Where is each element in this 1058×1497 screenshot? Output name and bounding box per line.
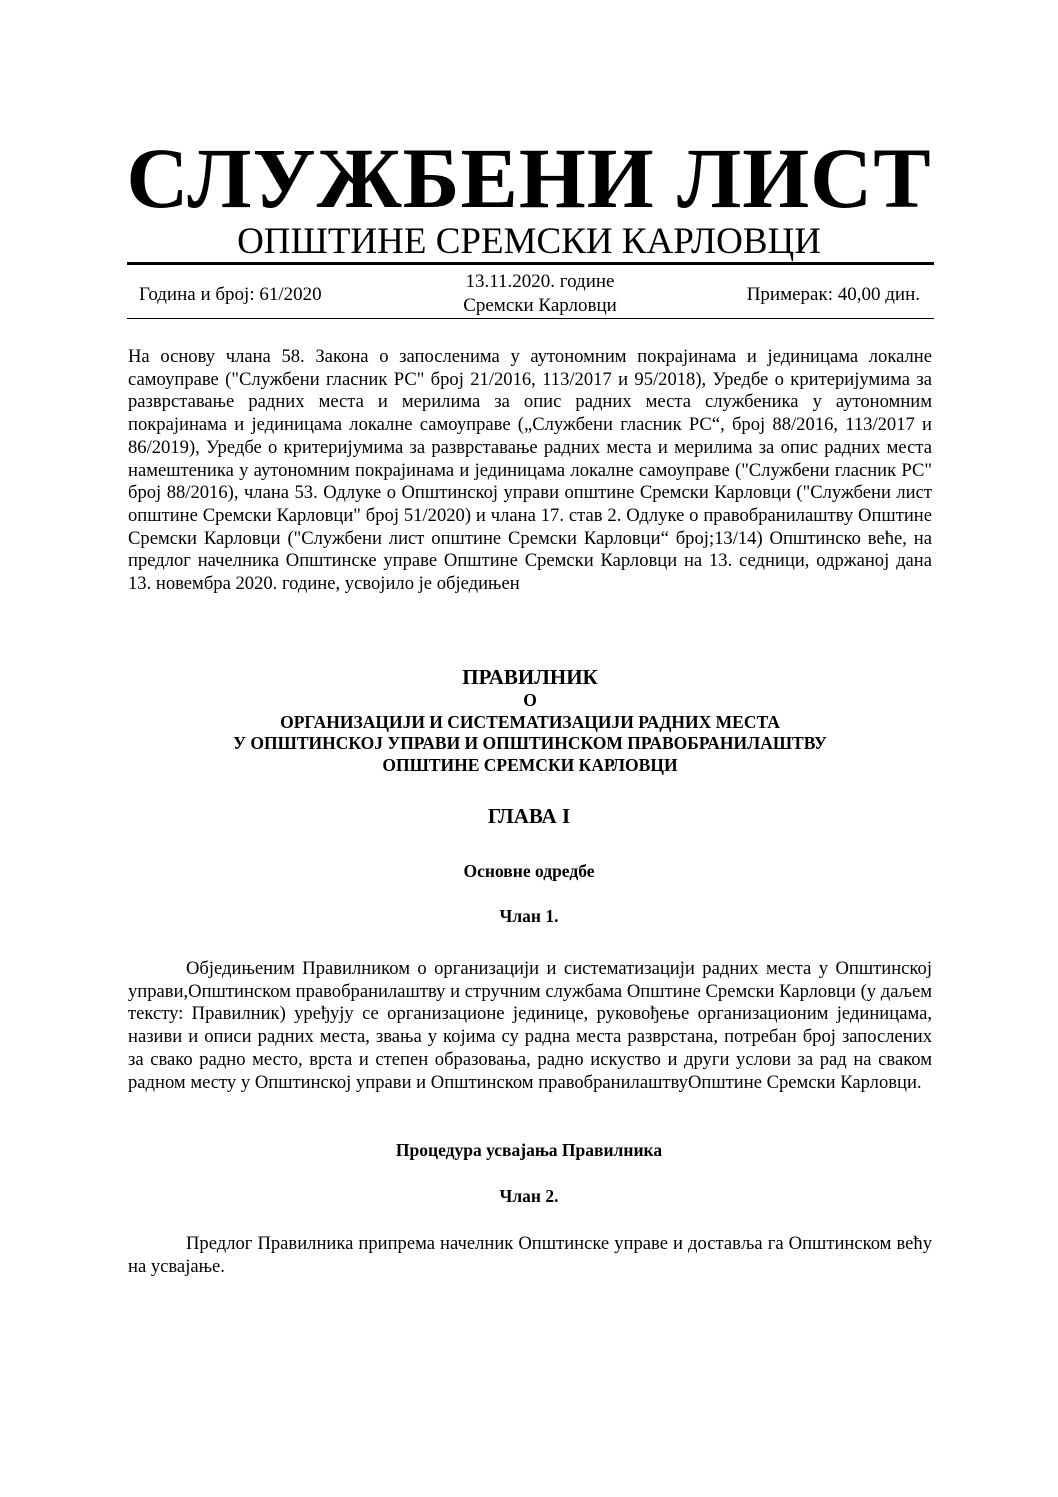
rulebook-heading <box>128 664 932 776</box>
issue-price: Примерак: 40,00 дин. <box>746 284 920 305</box>
section-heading: Основне одредбе <box>463 861 595 881</box>
newsletter-title: СЛУЖБЕНИ ЛИСТ <box>126 130 932 226</box>
rulebook-title: ПРАВИЛНИК <box>462 665 598 689</box>
header-rule-thick <box>127 262 934 265</box>
header-rule-thin <box>127 318 934 319</box>
issue-number: Година и број: 61/2020 <box>139 284 322 305</box>
section-heading: Процедура усвајања Правилника <box>395 1140 663 1160</box>
rulebook-preposition: О <box>523 690 537 710</box>
rulebook-subject-line-1: ОРГАНИЗАЦИЈИ И СИСТЕМАТИЗАЦИЈИ РАДНИХ МЕСТА <box>280 711 780 732</box>
article-heading: Члан 2. <box>499 1186 559 1206</box>
intro-paragraph: На основу члана 58. Закона о запосленима у аутономним покрајинама и јединицама локалне самоуправе ("Службени гласник РС" број 21/2016, 113/2017 и 95/2018), Уредбе о критеријумима за разврставање радних места и мерилима за опис радних места службеника у аутономним покрајинама и јединицама локалне самоуправе („Службени гласник РС“, број 88/2016, 113/2017 и 86/2019), Уредбе о критеријумима за разврставање радних места и мерилима за опис радних места намештеника у аутономним покрајинама и јединицама локалне самоуправе ("Службени гласник РС" број 88/2016), члана 53. Одлуке о Општинској управи општине Сремски Карловци ("Службени лист општине Сремски Карловци" број 51/2020) и члана 17. став 2. Одлуке о правобранилаштву Општине Сремски Карловци ("Службени лист општине Сремски Карловци“ број;13/14) Општинско веће, на предлог начелника Општинске управе Општине Сремски Карловци на 13. седници, одржаној дана 13. новембра 2020. године, усвојило је обједињен <box>128 346 932 595</box>
article-heading: Члан 1. <box>499 906 559 926</box>
rulebook-subject-line-2: У ОПШТИНСКОЈ УПРАВИ И ОПШТИНСКОМ ПРАВОБРАНИЛАШТВУ <box>233 733 827 753</box>
chapter-heading: ГЛАВА I <box>487 804 571 828</box>
issue-date-place <box>420 270 660 318</box>
issue-place: Сремски Карловци <box>463 295 617 316</box>
rulebook-subject-line-3: ОПШТИНЕ СРЕМСКИ КАРЛОВЦИ <box>382 754 678 775</box>
newsletter-subtitle: ОПШТИНЕ СРЕМСКИ КАРЛОВЦИ <box>237 221 821 262</box>
issue-date: 13.11.2020. године <box>465 271 615 292</box>
article-text: Предлог Правилника припрема начелник Општинске управе и доставља га Општинском већу на усвајање. <box>128 1233 932 1277</box>
article-text: Обједињеним Правилником о организацији и систематизацији радних места у Општинској управи,Општинском правобранилаштву и стручним службама Општине Сремски Карловци (у даљем тексту: Правилник) уређују се организационе јединице, руковођење организационим јединицама, називи и описи радних места, звања у којима су радна места разврстана, потребан број запослених за свако радно место, врста и степен образовања, радно искуство и други услови за рад на сваком радном месту у Општинској управи и Општинском правобранилаштвуОпштине Сремски Карловци. <box>128 958 932 1093</box>
